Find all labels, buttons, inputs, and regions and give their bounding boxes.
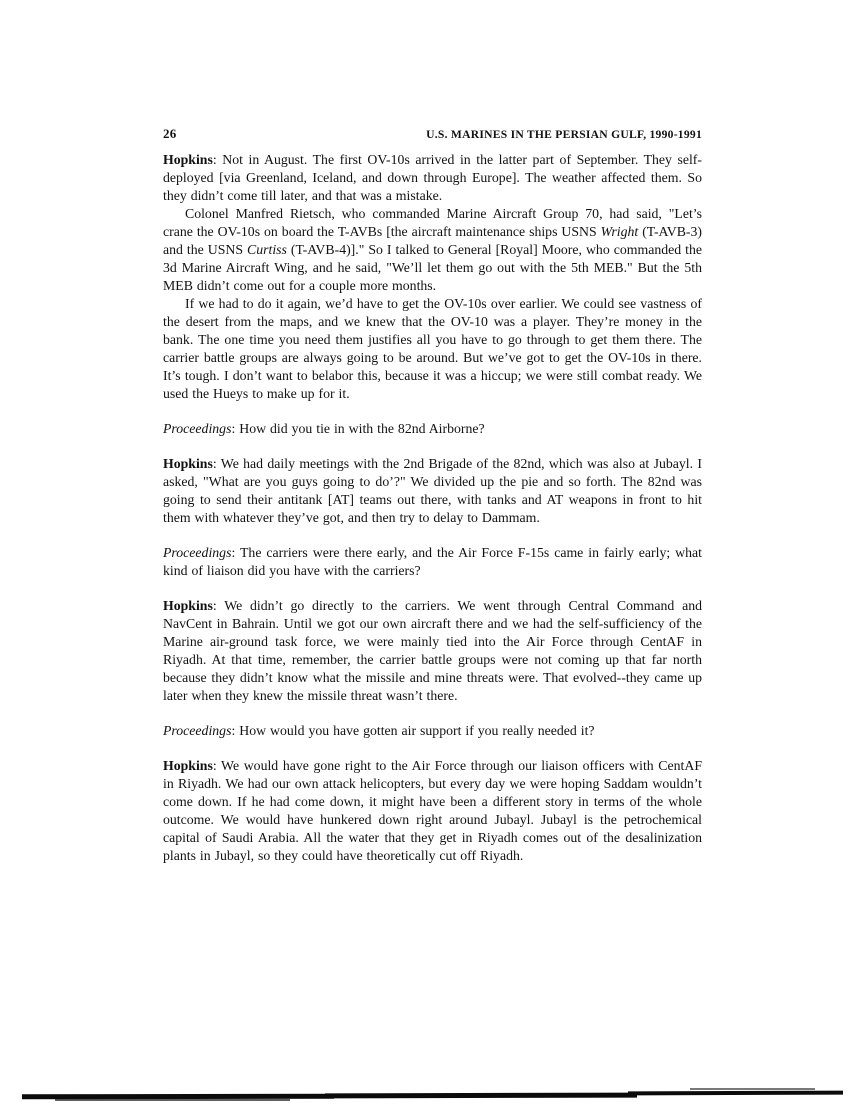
text-run: Hopkins <box>163 598 213 613</box>
running-title: U.S. MARINES IN THE PERSIAN GULF, 1990-1991 <box>426 128 702 141</box>
paragraph <box>163 722 702 740</box>
scan-bar-segment <box>628 1091 843 1096</box>
text-run: (T-AVB-4)]." So I talked to General [Royal] Moore, who commanded the 3d Marine Aircraft Wing, and he said, "We’ll let them go out with the 5th MEB." But the 5th MEB didn’t come out for a couple more months. <box>163 242 702 293</box>
page-number: 26 <box>163 126 177 141</box>
text-run: Curtiss <box>247 242 287 257</box>
scan-bar-segment <box>325 1093 637 1098</box>
text-run: Hopkins <box>163 456 213 471</box>
text-run: Proceedings <box>163 723 232 738</box>
paragraph <box>163 205 702 295</box>
page-header <box>163 126 702 142</box>
text-run: Colonel Manfred Rietsch, who commanded Marine Aircraft Group 70, had said, "Let’s crane the OV-10s on board the T-AVBs [the aircraft maintenance ships USNS <box>163 206 702 239</box>
scan-bar-segment <box>22 1094 334 1100</box>
text-run: Wright <box>600 224 639 239</box>
text-run: Hopkins <box>163 152 213 167</box>
paragraph <box>163 151 702 205</box>
scan-bar-segment <box>690 1088 815 1090</box>
page-body <box>163 151 702 865</box>
text-run: : The carriers were there early, and the Air Force F-15s came in fairly early; what kind of liaison did you have with the carriers? <box>163 545 702 578</box>
text-run: : Not in August. The first OV-10s arrived in the latter part of September. They self-deployed [via Greenland, Iceland, and down through Europe]. The weather affected them. So they didn’t come till later, and that was a mistake. <box>163 152 702 203</box>
paragraph <box>163 544 702 580</box>
text-run: : We didn’t go directly to the carriers. We went through Central Command and NavCent in Bahrain. Until we got our own aircraft there and we had the self-sufficiency of the Marine air-ground task force, we were mainly tied into the Air Force through CentAF in Riyadh. At that time, remember, the carrier battle groups were not coming up that far north because they didn’t know what the missile and mine threats were. That evolved--they came up later when they knew the missile threat wasn’t there. <box>163 598 702 703</box>
text-run: : How would you have gotten air support if you really needed it? <box>231 723 595 738</box>
text-run: Hopkins <box>163 758 213 773</box>
paragraph <box>163 455 702 527</box>
text-run: Proceedings <box>163 545 232 560</box>
paragraph <box>163 597 702 705</box>
paragraph <box>163 420 702 438</box>
scan-bar-segment <box>55 1099 290 1101</box>
paragraph <box>163 295 702 403</box>
text-run: : We would have gone right to the Air Force through our liaison officers with CentAF in Riyadh. We had our own attack helicopters, but every day we were hoping Saddam wouldn’t come down. If he had come down, it might have been a different story in terms of the whole outcome. We would have hunkered down right around Jubayl. Jubayl is the petrochemical capital of Saudi Arabia. All the water that they get in Riyadh comes out of the desalinization plants in Jubayl, so they could have theoretically cut off Riyadh. <box>163 758 702 863</box>
text-run: Proceedings <box>163 421 232 436</box>
text-run: (T-AVB-3) and the USNS <box>163 224 702 257</box>
text-run: : How did you tie in with the 82nd Airborne? <box>231 421 485 436</box>
paragraph <box>163 757 702 865</box>
text-run: : We had daily meetings with the 2nd Brigade of the 82nd, which was also at Jubayl. I asked, "What are you guys going to do’?" We divided up the pie and so forth. The 82nd was going to send their antitank [AT] teams out there, with tanks and AT weapons in front to hit them with whatever they’ve got, and then try to delay to Dammam. <box>163 456 702 525</box>
text-run: If we had to do it again, we’d have to get the OV-10s over earlier. We could see vastness of the desert from the maps, and we knew that the OV-10 was a player. They’re money in the bank. The one time you need them justifies all you have to go through to get them there. The carrier battle groups are always going to be around. But we’ve got to get the OV-10s in there. It’s tough. I don’t want to belabor this, because it was a hiccup; we were still combat ready. We used the Hueys to make up for it. <box>163 296 702 401</box>
